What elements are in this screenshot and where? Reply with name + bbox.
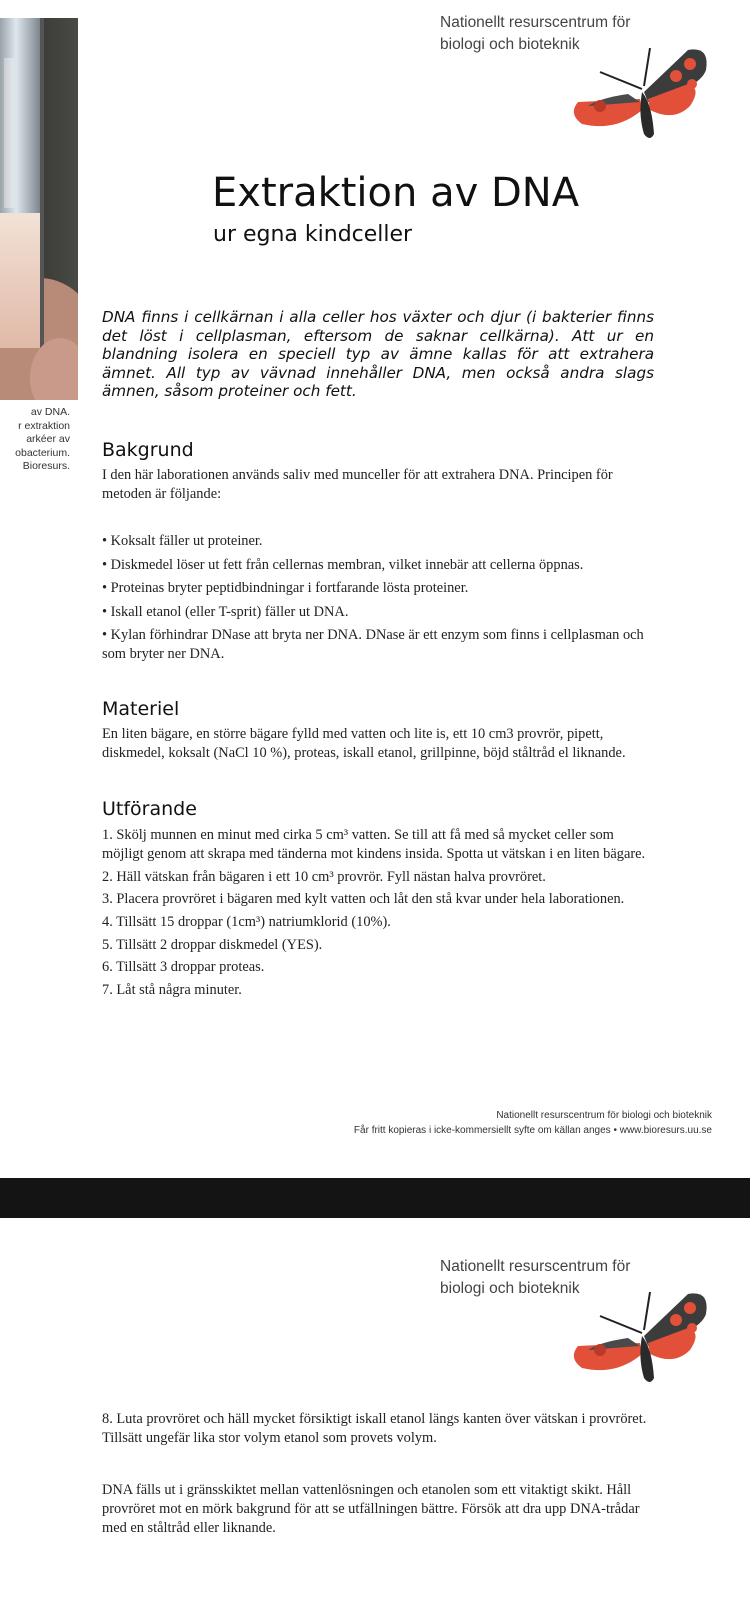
conclusion-text: DNA fälls ut i gränsskiktet mellan vattenlösningen och etanolen som ett vitaktigt skikt. Håll provröret mot en mörk bakgrund för att se utfällningen bättre. Försök att dra upp DNA-trådar med en ståltråd eller liknande. [102,1482,640,1536]
moth-logo-icon [570,1288,714,1388]
caption-line: arkéer av [26,433,70,445]
list-item: • Diskmedel löser ut fett från cellernas membran, vilket innebär att cellerna öppnas. [102,556,584,573]
materials-text: En liten bägare, en större bägare fylld med vatten och lite is, ett 10 cm3 provrör, pipett, diskmedel, koksalt (NaCl 10 %), proteas, iskall etanol, grillpinne, böjd ståltråd el liknande. [102,726,626,761]
page-title: Extraktion av DNA [212,170,580,216]
list-item: • Proteinas bryter peptidbindningar i fortfarande lösta proteiner. [102,580,469,596]
step-item: 1. Skölj munnen en minut med cirka 5 cm³ vatten. Se till att få med så mycket celler som möjligt genom att skrapa med tänderna mot kindens insida. Spotta ut vätskan i en liten bägare. [102,827,646,862]
org-line-2: biologi och bioteknik [440,1280,580,1297]
list-item: • Koksalt fäller ut proteiner. [102,533,263,549]
background-text [102,466,652,669]
footer-line-2: Får fritt kopieras i icke-kommersiellt syfte om källan anges • www.bioresurs.uu.se [353,1125,712,1136]
step-item: 5. Tillsätt 2 droppar diskmedel (YES). [102,936,323,953]
org-line-1: Nationellt resurscentrum för [440,1258,631,1275]
page-footer [354,1108,712,1138]
materials-heading: Materiel [102,698,180,720]
caption-line: obacterium. [15,446,70,459]
principle-list [102,532,652,664]
step-item: 7. Låt stå några minuter. [102,982,242,999]
caption-line: r extraktion [18,419,70,432]
procedure-steps [102,826,652,1004]
procedure-heading: Utförande [102,798,197,820]
document-page-2 [0,1218,750,1600]
step-item: 4. Tillsätt 15 droppar (1cm³) natriumklorid (10%). [102,914,391,931]
footer-line-1: Nationellt resurscentrum för biologi och bioteknik [496,1110,712,1121]
intro-paragraph: DNA finns i cellkärnan i alla celler hos växter och djur (i bakterier finns det löst i cellplasman, eftersom de saknar cellkärna). Att ur en blandning isolera en speciell typ av ämne kallas för att extrahera ämnet. All typ av vävnad innehåller DNA, men också andra slags ämnen, såsom proteiner och fett. [102,308,654,400]
test-tube-photo [0,18,78,400]
page-subtitle: ur egna kindceller [213,222,413,247]
caption-line: Bioresurs. [22,460,70,472]
list-item: • Iskall etanol (eller T-sprit) fäller ut DNA. [102,603,349,620]
list-item: • Kylan förhindrar DNase att bryta ner DNA. DNase är ett enzym som finns i cellplasman och som bryter ner DNA. [102,627,644,662]
page-divider [0,1178,750,1218]
step-list [102,826,652,1000]
step-item: 3. Placera provröret i bägaren med kylt vatten och låt den stå kvar under hela laborationen. [102,891,625,908]
background-heading: Bakgrund [102,439,194,461]
org-line-2: biologi och bioteknik [440,36,580,53]
step-item: 2. Häll vätskan från bägaren i ett 10 cm³ provrör. Fyll nästan halva provröret. [102,868,546,885]
photo-caption [0,406,78,474]
background-paragraph: I den här laborationen används saliv med munceller för att extrahera DNA. Principen för metoden är följande: [102,467,613,502]
step-item: 6. Tillsätt 3 droppar proteas. [102,959,265,976]
step-8-text: 8. Luta provröret och häll mycket försiktigt iskall etanol längs kanten över vätskan i provröret. Tillsätt ungefär lika stor volym etanol som provets volym. [102,1411,647,1446]
caption-line: av DNA. [30,406,70,418]
org-line-1: Nationellt resurscentrum för [440,14,631,31]
moth-logo-icon [570,44,714,144]
